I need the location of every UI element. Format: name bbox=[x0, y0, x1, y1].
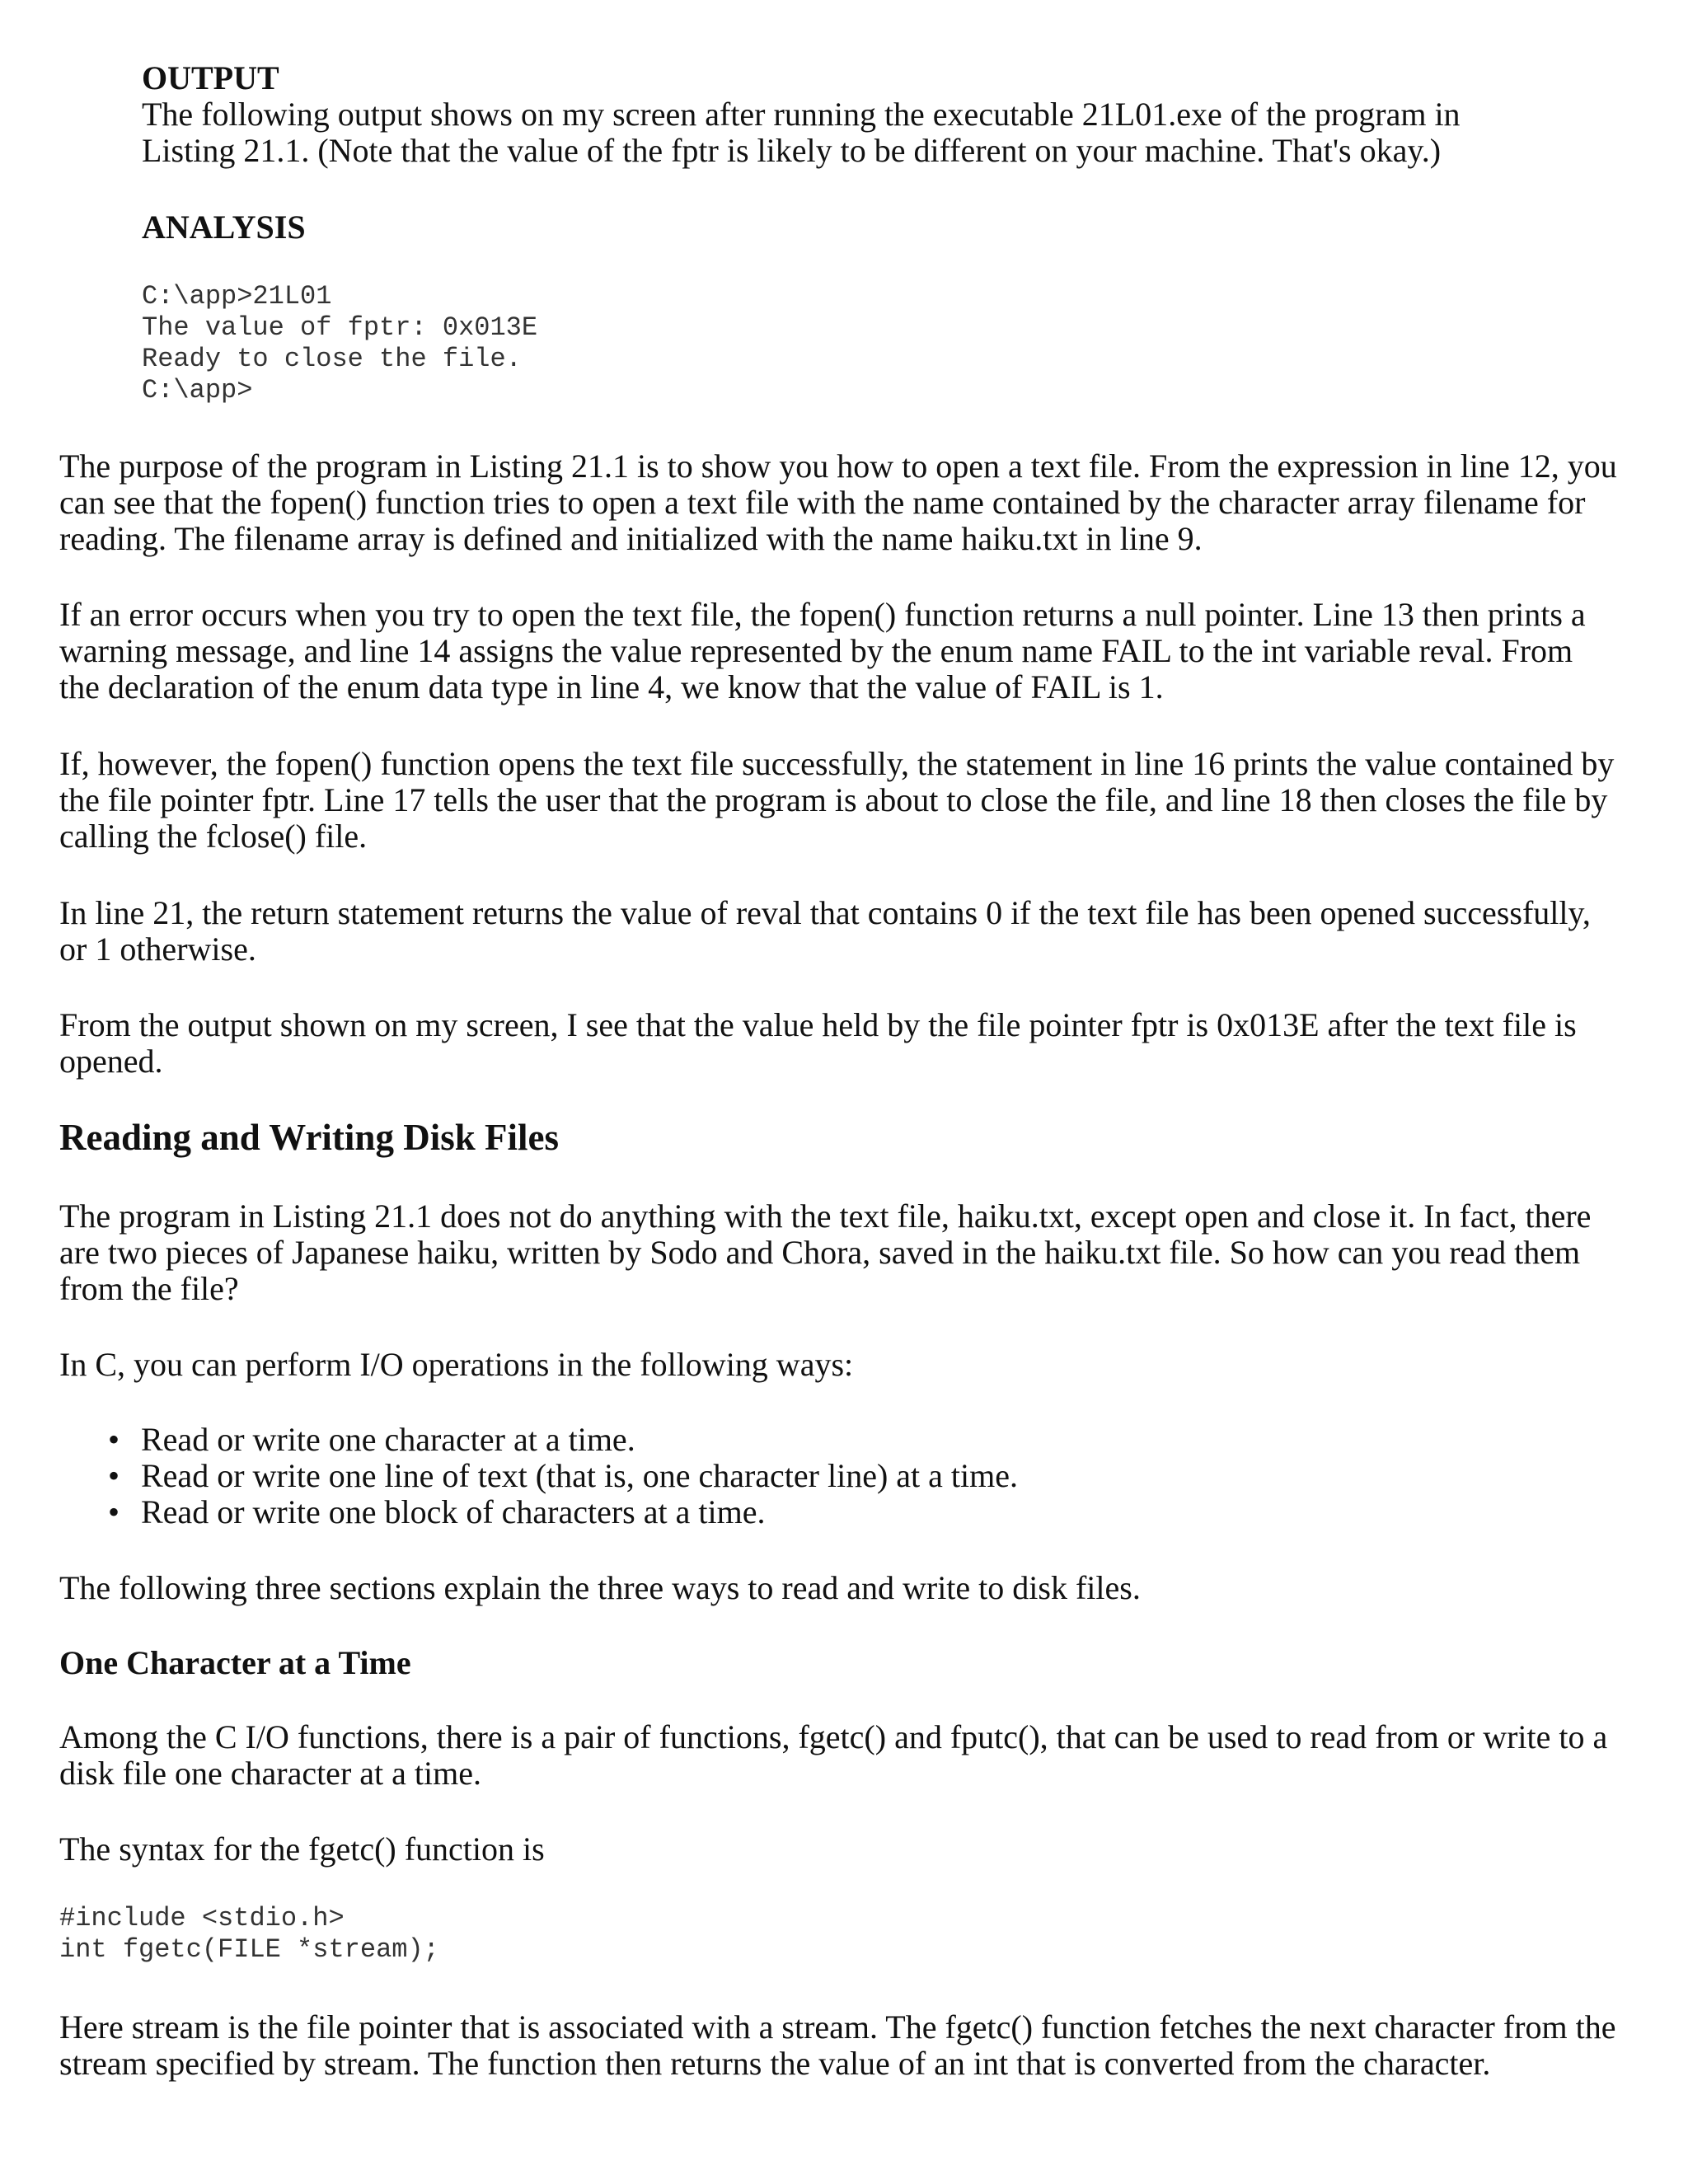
console-output-block bbox=[142, 281, 537, 406]
text-line: warning message, and line 14 assigns the value represented by the enum name FAIL to the int variable reval. From bbox=[59, 632, 1573, 669]
text-line: are two pieces of Japanese haiku, written by Sodo and Chora, saved in the haiku.txt file. So how can you read them bbox=[59, 1234, 1581, 1271]
text-line: the declaration of the enum data type in line 4, we know that the value of FAIL is 1. bbox=[59, 668, 1164, 705]
code-line: Ready to close the file. bbox=[142, 344, 522, 374]
text-line: opened. bbox=[59, 1043, 163, 1080]
paragraph-return bbox=[59, 895, 1591, 968]
text-line: In C, you can perform I/O operations in the following ways: bbox=[59, 1346, 854, 1383]
code-line: C:\app> bbox=[142, 375, 253, 405]
text-line: The following output shows on my screen after running the executable 21L01.exe of the program in bbox=[142, 96, 1461, 133]
output-heading: OUTPUT bbox=[142, 59, 279, 96]
io-ways-list bbox=[59, 1422, 1018, 1530]
list-item bbox=[59, 1458, 1018, 1494]
text-line: from the file? bbox=[59, 1270, 239, 1307]
list-item bbox=[59, 1422, 1018, 1458]
bullet-icon: • bbox=[108, 1457, 120, 1494]
section-heading: Reading and Writing Disk Files bbox=[59, 1117, 559, 1158]
subsection-heading: One Character at a Time bbox=[59, 1644, 411, 1681]
paragraph-stream bbox=[59, 2009, 1616, 2082]
paragraph-ways-intro bbox=[59, 1347, 853, 1383]
paragraph-intro bbox=[59, 1198, 1591, 1307]
text-line: In line 21, the return statement returns the value of reval that contains 0 if the text file has been opened successfully, bbox=[59, 894, 1591, 931]
text-line: stream specified by stream. The function then returns the value of an int that is converted from the character. bbox=[59, 2045, 1491, 2082]
list-item-text: Read or write one character at a time. bbox=[141, 1421, 635, 1458]
list-item bbox=[59, 1494, 1018, 1530]
text-line: From the output shown on my screen, I see that the value held by the file pointer fptr is 0x013E after the text file is bbox=[59, 1006, 1577, 1043]
text-line: The following three sections explain the three ways to read and write to disk files. bbox=[59, 1569, 1141, 1606]
output-description bbox=[142, 96, 1461, 169]
bullet-icon: • bbox=[108, 1493, 120, 1530]
text-line: or 1 otherwise. bbox=[59, 930, 256, 968]
code-line: int fgetc(FILE *stream); bbox=[59, 1934, 439, 1965]
text-line: The purpose of the program in Listing 21.1 is to show you how to open a text file. From the expression in line 12, you bbox=[59, 448, 1617, 485]
text-line: the file pointer fptr. Line 17 tells the user that the program is about to close the file, and line 18 then closes the file by bbox=[59, 781, 1608, 818]
paragraph-functions bbox=[59, 1719, 1607, 1792]
text-line: reading. The filename array is defined and initialized with the name haiku.txt in line 9. bbox=[59, 520, 1203, 557]
code-line: C:\app>21L01 bbox=[142, 281, 332, 312]
code-line: #include <stdio.h> bbox=[59, 1903, 345, 1933]
text-line: can see that the fopen() function tries to open a text file with the name contained by the character array filename for bbox=[59, 484, 1586, 521]
code-line: The value of fptr: 0x013E bbox=[142, 312, 538, 343]
paragraph-error bbox=[59, 597, 1586, 705]
paragraph-purpose bbox=[59, 448, 1617, 557]
text-line: calling the fclose() file. bbox=[59, 818, 368, 855]
text-line: disk file one character at a time. bbox=[59, 1755, 481, 1792]
list-item-text: Read or write one block of characters at a time. bbox=[141, 1493, 766, 1530]
text-line: The program in Listing 21.1 does not do anything with the text file, haiku.txt, except open and close it. In fact, there bbox=[59, 1197, 1592, 1235]
text-line: If an error occurs when you try to open the text file, the fopen() function returns a null pointer. Line 13 then prints a bbox=[59, 596, 1586, 633]
paragraph-syntax-intro bbox=[59, 1831, 545, 1868]
bullet-icon: • bbox=[108, 1421, 120, 1458]
text-line: Listing 21.1. (Note that the value of the fptr is likely to be different on your machine. That's okay.) bbox=[142, 132, 1442, 169]
list-item-text: Read or write one line of text (that is, one character line) at a time. bbox=[141, 1457, 1019, 1494]
text-line: Here stream is the file pointer that is associated with a stream. The fgetc() function fetches the next character from the bbox=[59, 2008, 1616, 2046]
paragraph-fptr-value bbox=[59, 1007, 1577, 1080]
paragraph-following bbox=[59, 1570, 1141, 1606]
text-line: If, however, the fopen() function opens the text file successfully, the statement in line 16 prints the value contained by bbox=[59, 745, 1615, 782]
syntax-code-block bbox=[59, 1903, 439, 1966]
text-line: Among the C I/O functions, there is a pair of functions, fgetc() and fputc(), that can be used to read from or write to a bbox=[59, 1718, 1608, 1755]
text-line: The syntax for the fgetc() function is bbox=[59, 1830, 545, 1868]
paragraph-success bbox=[59, 746, 1614, 855]
analysis-heading: ANALYSIS bbox=[142, 209, 306, 246]
